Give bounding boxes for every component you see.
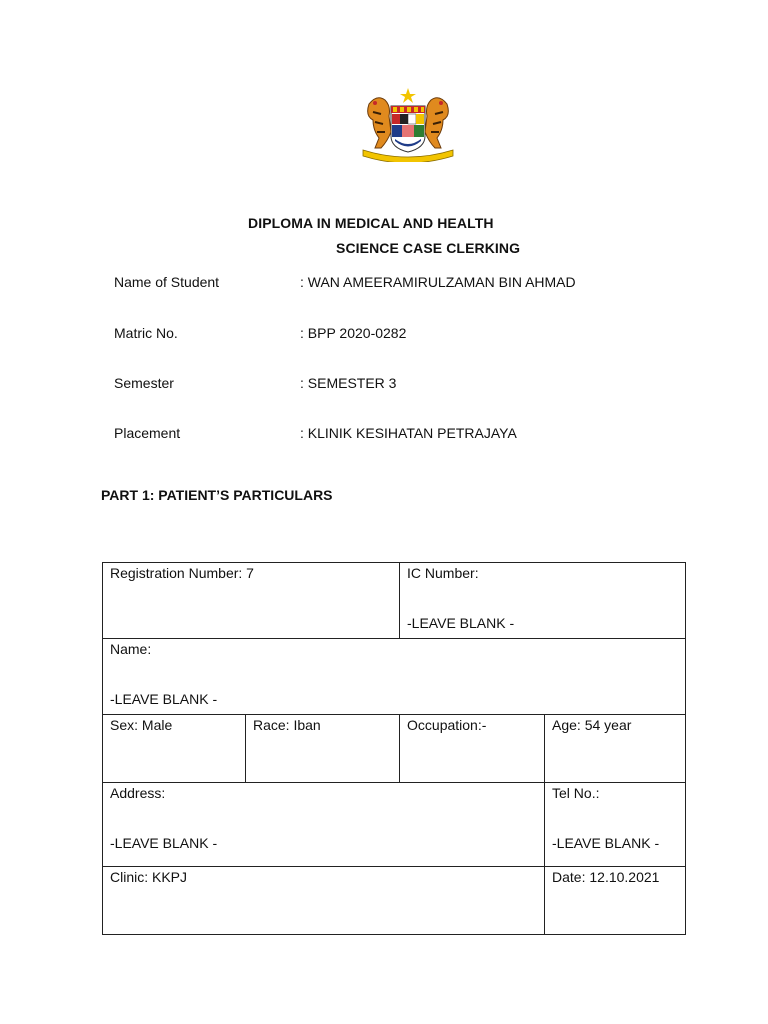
race-text: Race: Iban: [253, 717, 321, 733]
document-title-line1: DIPLOMA IN MEDICAL AND HEALTH: [248, 215, 494, 231]
tel-cell: [545, 783, 686, 867]
race-cell: [246, 715, 400, 783]
matric-value: : BPP 2020-0282: [300, 325, 407, 341]
placement-label: Placement: [114, 425, 181, 441]
address-label: Address:: [110, 785, 166, 801]
occupation-cell: [400, 715, 545, 783]
sex-cell: [103, 715, 246, 783]
coat-of-arms-icon: [355, 86, 461, 162]
placement-value: : KLINIK KESIHATAN PETRAJAYA: [300, 425, 517, 441]
name-cell: [103, 639, 686, 715]
address-cell: [103, 783, 545, 867]
registration-cell: [103, 563, 400, 639]
semester-value: : SEMESTER 3: [300, 375, 397, 391]
sex-text: Sex: Male: [110, 717, 173, 733]
patient-particulars-table: [102, 562, 686, 935]
age-cell: [545, 715, 686, 783]
table-row: [103, 783, 686, 867]
address-value: -LEAVE BLANK -: [110, 835, 218, 851]
ic-value: -LEAVE BLANK -: [407, 615, 515, 631]
student-name-value: : WAN AMEERAMIRULZAMAN BIN AHMAD: [300, 274, 576, 290]
table-row: [103, 715, 686, 783]
table-row: [103, 563, 686, 639]
semester-label: Semester: [114, 375, 174, 391]
tel-label: Tel No.:: [552, 785, 600, 801]
clinic-text: Clinic: KKPJ: [110, 869, 188, 885]
clinic-cell: [103, 867, 545, 935]
name-label: Name:: [110, 641, 152, 657]
occupation-text: Occupation:-: [407, 717, 487, 733]
registration-text: Registration Number: 7: [110, 565, 254, 581]
date-cell: [545, 867, 686, 935]
age-text: Age: 54 year: [552, 717, 632, 733]
date-text: Date: 12.10.2021: [552, 869, 660, 885]
matric-label: Matric No.: [114, 325, 178, 341]
name-value: -LEAVE BLANK -: [110, 691, 218, 707]
ic-label: IC Number:: [407, 565, 479, 581]
document-title-line2: SCIENCE CASE CLERKING: [336, 240, 521, 256]
table-row: [103, 867, 686, 935]
ic-cell: [400, 563, 686, 639]
table-row: [103, 639, 686, 715]
tel-value: -LEAVE BLANK -: [552, 835, 660, 851]
student-name-label: Name of Student: [114, 274, 220, 290]
part1-heading: PART 1: PATIENT’S PARTICULARS: [101, 487, 333, 503]
